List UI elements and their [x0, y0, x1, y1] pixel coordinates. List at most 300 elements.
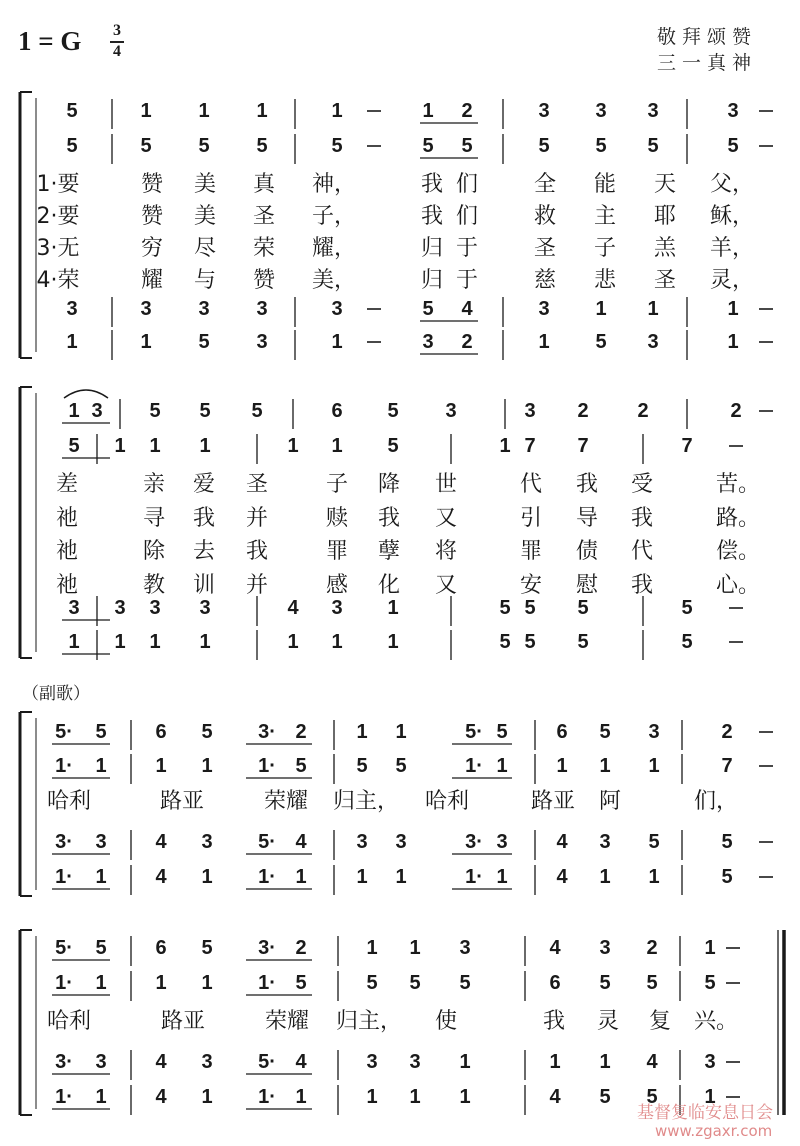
melody-note: 3: [599, 937, 611, 959]
bass-note: 1: [201, 866, 213, 888]
melody-note: 1: [331, 100, 343, 122]
bass-note: 4: [646, 1051, 658, 1073]
melody-note: 5·: [465, 721, 483, 743]
lyric-syllable: 子: [593, 236, 617, 261]
lyric-syllable: 父，: [709, 172, 755, 197]
lyric-syllable: 兴。: [693, 1009, 739, 1034]
bass-note: 3: [140, 298, 152, 320]
melody-note: 1: [648, 755, 660, 777]
bass-note: 3: [256, 331, 268, 353]
melody-note: 1: [599, 755, 611, 777]
lyric-syllable: 训: [192, 573, 216, 598]
melody-note: 1: [496, 755, 508, 777]
melody-note: 5: [599, 972, 611, 994]
bass-note: 1: [295, 866, 307, 888]
melody-note: 1: [556, 755, 568, 777]
melody-note: 1: [155, 755, 167, 777]
melody-note: 3: [538, 100, 550, 122]
melody-note: 7: [524, 435, 536, 457]
melody-note: 1·: [55, 755, 73, 777]
melody-note: 3: [91, 400, 103, 422]
lyric-syllable: 罪: [519, 539, 543, 564]
lyric-syllable: 我: [575, 472, 599, 497]
bass-note: 1: [201, 1086, 213, 1108]
melody-note: 2: [577, 400, 589, 422]
melody-note: 1: [704, 937, 716, 959]
melody-note: 5·: [55, 937, 73, 959]
bass-note: 4: [556, 831, 568, 853]
lyric-syllable: 荣耀: [263, 789, 309, 814]
lyric-syllable: 祂: [55, 573, 79, 598]
lyric-syllable: 圣: [653, 268, 677, 293]
bass-note: 5: [524, 631, 536, 653]
melody-note: 4: [549, 937, 561, 959]
lyric-syllable: 全: [533, 172, 557, 197]
melody-note: 3·: [258, 937, 276, 959]
bass-note: 3: [331, 597, 343, 619]
lyric-syllable: 我: [420, 172, 444, 197]
tie-arc: [64, 390, 108, 398]
bass-note: 1: [287, 631, 299, 653]
bass-note: 1·: [55, 866, 73, 888]
bass-note: 5: [499, 597, 511, 619]
bass-note: 5: [646, 1086, 658, 1108]
bass-note: 5·: [258, 1051, 276, 1073]
lyric-syllable: 罪: [325, 539, 349, 564]
bass-note: 3: [68, 597, 80, 619]
lyric-syllable: 引: [519, 506, 543, 531]
lyric-syllable: 归主，: [335, 1009, 403, 1034]
bass-note: 1: [149, 631, 161, 653]
bass-note: 1: [331, 631, 343, 653]
melody-note: 5: [422, 135, 434, 157]
lyric-syllable: 赞: [140, 172, 164, 197]
bass-note: 5: [422, 298, 434, 320]
melody-note: 3: [459, 937, 471, 959]
melody-note: 5: [251, 400, 263, 422]
melody-note: 3: [524, 400, 536, 422]
melody-note: 1: [499, 435, 511, 457]
lyric-syllable: 3·无: [36, 236, 80, 261]
bass-note: 4: [295, 1051, 307, 1073]
melody-note: 2: [721, 721, 733, 743]
melody-note: 6: [331, 400, 343, 422]
key-signature: 1 = G: [18, 26, 82, 56]
melody-note: 1: [356, 721, 368, 743]
bass-note: 5: [721, 831, 733, 853]
lyric-syllable: 偿。: [715, 539, 761, 564]
lyric-syllable: 我: [192, 506, 216, 531]
lyric-syllable: 赎: [325, 506, 349, 531]
lyric-syllable: 灵: [596, 1009, 620, 1034]
lyric-syllable: 差: [55, 472, 79, 497]
lyric-syllable: 耀: [140, 268, 164, 293]
lyric-syllable: 路亚: [159, 789, 205, 814]
lyric-syllable: 美: [193, 204, 217, 229]
lyric-syllable: 子，: [311, 204, 357, 229]
lyric-syllable: 祂: [55, 506, 79, 531]
melody-note: 1: [149, 435, 161, 457]
bass-note: 1: [95, 866, 107, 888]
melody-note: 5: [256, 135, 268, 157]
melody-note: 3: [648, 721, 660, 743]
melody-note: 5: [198, 135, 210, 157]
melody-note: 6: [556, 721, 568, 743]
lyric-syllable: 路亚: [160, 1009, 206, 1034]
bass-note: 1: [395, 866, 407, 888]
lyric-syllable: 子: [325, 472, 349, 497]
bass-note: 1: [295, 1086, 307, 1108]
bass-note: 4: [295, 831, 307, 853]
lyric-syllable: 苦。: [715, 472, 761, 497]
time-signature-top: 3: [113, 22, 121, 39]
melody-note: 5: [356, 755, 368, 777]
lyric-syllable: 又: [434, 573, 458, 598]
lyric-syllable: 神，: [311, 172, 357, 197]
lyric-syllable: 荣: [252, 236, 276, 261]
lyric-syllable: 并: [245, 573, 269, 598]
lyric-syllable: 灵，: [709, 268, 755, 293]
lyric-syllable: 我: [630, 573, 654, 598]
bass-note: 5: [681, 631, 693, 653]
melody-note: 5: [201, 721, 213, 743]
bass-note: 4: [287, 597, 299, 619]
bass-note: 1: [140, 331, 152, 353]
melody-note: 5: [199, 400, 211, 422]
bass-note: 3: [199, 597, 211, 619]
melody-note: 2: [461, 100, 473, 122]
lyric-syllable: 圣: [533, 236, 557, 261]
melody-note: 2: [295, 937, 307, 959]
bass-note: 1: [595, 298, 607, 320]
lyric-syllable: 导: [575, 506, 599, 531]
lyric-syllable: 又: [434, 506, 458, 531]
bass-note: 1: [647, 298, 659, 320]
bass-note: 3: [496, 831, 508, 853]
melody-note: 5: [66, 100, 78, 122]
lyric-syllable: 教: [142, 573, 166, 598]
watermark-line-1: 基督复临安息日会: [637, 1103, 773, 1123]
melody-note: 5: [68, 435, 80, 457]
lyric-syllable: 爱: [192, 472, 216, 497]
melody-note: 5: [295, 972, 307, 994]
melody-note: 1·: [465, 755, 483, 777]
bass-note: 1: [114, 631, 126, 653]
lyric-syllable: 哈利: [46, 1009, 92, 1034]
lyric-syllable: 我: [420, 204, 444, 229]
lyric-syllable: 我: [377, 506, 401, 531]
bass-note: 3: [366, 1051, 378, 1073]
bass-note: 3: [198, 298, 210, 320]
lyric-syllable: 美: [193, 172, 217, 197]
melody-note: 5: [599, 721, 611, 743]
bass-note: 3·: [465, 831, 483, 853]
bass-note: 1: [356, 866, 368, 888]
bass-note: 1: [704, 1086, 716, 1108]
lyric-syllable: 我: [630, 506, 654, 531]
melody-note: 1: [366, 937, 378, 959]
lyric-syllable: 稣，: [709, 204, 755, 229]
melody-note: 5: [387, 400, 399, 422]
melody-note: 1·: [258, 755, 276, 777]
lyric-syllable: 们: [455, 172, 479, 197]
bass-note: 1: [599, 866, 611, 888]
bass-note: 5: [198, 331, 210, 353]
time-signature-bottom: 4: [113, 43, 121, 60]
bass-note: 1: [66, 331, 78, 353]
lyric-syllable: 路亚: [530, 789, 576, 814]
bass-note: 1: [68, 631, 80, 653]
lyric-syllable: 与: [193, 268, 217, 293]
melody-note: 5: [496, 721, 508, 743]
bass-note: 3: [409, 1051, 421, 1073]
lyric-syllable: 美，: [311, 268, 357, 293]
melody-note: 6: [155, 721, 167, 743]
bass-note: 1: [387, 631, 399, 653]
lyric-syllable: 归: [420, 268, 444, 293]
melody-note: 5: [66, 135, 78, 157]
lyric-syllable: 救: [533, 204, 557, 229]
lyric-syllable: 我: [245, 539, 269, 564]
bass-note: 1: [599, 1051, 611, 1073]
bass-note: 3: [95, 1051, 107, 1073]
melody-note: 5: [149, 400, 161, 422]
lyric-syllable: 降: [377, 472, 401, 497]
melody-note: 5: [461, 135, 473, 157]
melody-note: 5: [95, 937, 107, 959]
melody-note: 2: [646, 937, 658, 959]
bass-note: 5: [499, 631, 511, 653]
lyric-syllable: 哈利: [424, 789, 470, 814]
bass-note: 1: [387, 597, 399, 619]
melody-note: 1: [201, 972, 213, 994]
bass-note: 3: [66, 298, 78, 320]
melody-note: 5: [409, 972, 421, 994]
bass-note: 3: [149, 597, 161, 619]
bass-note: 5: [721, 866, 733, 888]
bass-note: 5·: [258, 831, 276, 853]
melody-note: 5: [538, 135, 550, 157]
bass-note: 3: [114, 597, 126, 619]
melody-note: 7: [681, 435, 693, 457]
lyric-syllable: 穷: [140, 236, 164, 261]
lyric-syllable: 感: [325, 573, 349, 598]
melody-note: 1: [114, 435, 126, 457]
melody-note: 5: [595, 135, 607, 157]
lyric-syllable: 赞: [252, 268, 276, 293]
melody-note: 1: [95, 755, 107, 777]
lyric-syllable: 受: [630, 472, 654, 497]
lyric-syllable: 归: [420, 236, 444, 261]
melody-note: 1: [68, 400, 80, 422]
bass-note: 1·: [258, 866, 276, 888]
lyric-syllable: 除: [142, 539, 166, 564]
bass-note: 2: [461, 331, 473, 353]
lyric-syllable: 安: [519, 573, 543, 598]
melody-note: 3: [445, 400, 457, 422]
bass-note: 1·: [465, 866, 483, 888]
melody-note: 3·: [258, 721, 276, 743]
melody-note: 3: [595, 100, 607, 122]
bass-note: 5: [595, 331, 607, 353]
melody-note: 1: [422, 100, 434, 122]
melody-note: 5: [95, 721, 107, 743]
bass-note: 1: [496, 866, 508, 888]
lyric-syllable: 代: [630, 539, 654, 564]
lyric-syllable: 圣: [252, 204, 276, 229]
bass-note: 3·: [55, 831, 73, 853]
bass-note: 3: [704, 1051, 716, 1073]
melody-note: 1: [287, 435, 299, 457]
lyric-syllable: 于: [455, 236, 479, 261]
bass-note: 1·: [258, 1086, 276, 1108]
hymn-title-line-2: 三一真神: [657, 52, 758, 74]
lyric-syllable: 天: [653, 172, 677, 197]
lyric-syllable: 祂: [55, 539, 79, 564]
lyric-syllable: 尽: [193, 236, 217, 261]
melody-note: 1: [409, 937, 421, 959]
lyric-syllable: 使: [434, 1009, 458, 1034]
bass-note: 4: [155, 1086, 167, 1108]
melody-note: 5: [387, 435, 399, 457]
bass-note: 3: [538, 298, 550, 320]
melody-note: 1: [201, 755, 213, 777]
bass-note: 1: [199, 631, 211, 653]
lyric-syllable: 慈: [533, 268, 557, 293]
melody-note: 5: [727, 135, 739, 157]
melody-note: 1: [140, 100, 152, 122]
bass-note: 5: [599, 1086, 611, 1108]
melody-note: 5: [140, 135, 152, 157]
bass-note: 1: [538, 331, 550, 353]
melody-note: 6: [155, 937, 167, 959]
melody-note: 5: [459, 972, 471, 994]
lyric-syllable: 主: [593, 204, 617, 229]
lyric-syllable: 寻: [142, 506, 166, 531]
lyric-syllable: 圣: [245, 472, 269, 497]
melody-note: 5: [704, 972, 716, 994]
melody-note: 1: [199, 435, 211, 457]
lyric-syllable: 于: [455, 268, 479, 293]
bass-note: 1: [727, 298, 739, 320]
lyric-syllable: 归主，: [332, 789, 400, 814]
lyric-syllable: 代: [519, 472, 543, 497]
melody-note: 7: [721, 755, 733, 777]
lyric-syllable: 4·荣: [36, 268, 80, 293]
bass-note: 5: [648, 831, 660, 853]
bass-note: 5: [577, 597, 589, 619]
bass-note: 1: [95, 1086, 107, 1108]
bass-note: 3: [201, 1051, 213, 1073]
melody-note: 5: [366, 972, 378, 994]
lyric-syllable: 孽: [377, 539, 401, 564]
lyric-syllable: 耀，: [311, 236, 357, 261]
melody-note: 1: [256, 100, 268, 122]
bass-note: 1: [331, 331, 343, 353]
lyric-syllable: 债: [575, 539, 599, 564]
lyric-syllable: 将: [434, 539, 458, 564]
bass-note: 3: [395, 831, 407, 853]
lyric-syllable: 赞: [140, 204, 164, 229]
bass-note: 3·: [55, 1051, 73, 1073]
bass-note: 3: [647, 331, 659, 353]
lyric-syllable: 化: [377, 573, 401, 598]
lyric-syllable: 去: [192, 539, 216, 564]
lyric-syllable: 并: [245, 506, 269, 531]
bass-note: 1: [549, 1051, 561, 1073]
melody-note: 1: [395, 721, 407, 743]
bass-note: 4: [155, 866, 167, 888]
bass-note: 1: [409, 1086, 421, 1108]
lyric-syllable: 们，: [693, 789, 739, 814]
bass-note: 4: [549, 1086, 561, 1108]
lyric-syllable: 2·要: [36, 204, 80, 229]
melody-note: 7: [577, 435, 589, 457]
melody-note: 5·: [55, 721, 73, 743]
lyric-syllable: 羔: [653, 236, 677, 261]
melody-note: 5: [201, 937, 213, 959]
melody-note: 3: [647, 100, 659, 122]
lyric-syllable: 能: [593, 172, 617, 197]
lyric-syllable: 路。: [715, 506, 761, 531]
bass-note: 3: [201, 831, 213, 853]
melody-note: 2: [730, 400, 742, 422]
bass-note: 5: [681, 597, 693, 619]
bass-note: 3: [599, 831, 611, 853]
bass-note: 1: [366, 1086, 378, 1108]
bass-note: 4: [556, 866, 568, 888]
watermark-line-2: www.zgaxr.com: [655, 1122, 773, 1140]
lyric-syllable: 心。: [715, 573, 761, 598]
bass-note: 3: [331, 298, 343, 320]
melody-note: 5: [647, 135, 659, 157]
bass-note: 3: [422, 331, 434, 353]
bass-note: 3: [356, 831, 368, 853]
lyric-syllable: 阿: [598, 789, 622, 814]
bass-note: 4: [155, 831, 167, 853]
bass-note: 1: [648, 866, 660, 888]
melody-note: 2: [637, 400, 649, 422]
melody-note: 1: [331, 435, 343, 457]
melody-note: 5: [331, 135, 343, 157]
melody-note: 1·: [55, 972, 73, 994]
melody-note: 5: [295, 755, 307, 777]
melody-note: 1: [198, 100, 210, 122]
bass-note: 1: [459, 1086, 471, 1108]
melody-note: 2: [295, 721, 307, 743]
bass-note: 3: [256, 298, 268, 320]
bass-note: 5: [524, 597, 536, 619]
chorus-label: （副歌）: [22, 684, 90, 704]
lyric-syllable: 真: [252, 172, 276, 197]
bass-note: 1·: [55, 1086, 73, 1108]
melody-note: 1: [95, 972, 107, 994]
lyric-syllable: 亲: [142, 472, 166, 497]
melody-note: 5: [646, 972, 658, 994]
lyric-syllable: 们: [455, 204, 479, 229]
lyric-syllable: 我: [542, 1009, 566, 1034]
bass-note: 3: [95, 831, 107, 853]
lyric-syllable: 耶: [653, 204, 677, 229]
bass-note: 1: [459, 1051, 471, 1073]
melody-note: 6: [549, 972, 561, 994]
bass-note: 4: [461, 298, 473, 320]
lyric-syllable: 羊，: [709, 236, 755, 261]
lyric-syllable: 1·要: [36, 172, 80, 197]
lyric-syllable: 荣耀: [264, 1009, 310, 1034]
lyric-syllable: 慰: [575, 573, 599, 598]
bass-note: 5: [577, 631, 589, 653]
